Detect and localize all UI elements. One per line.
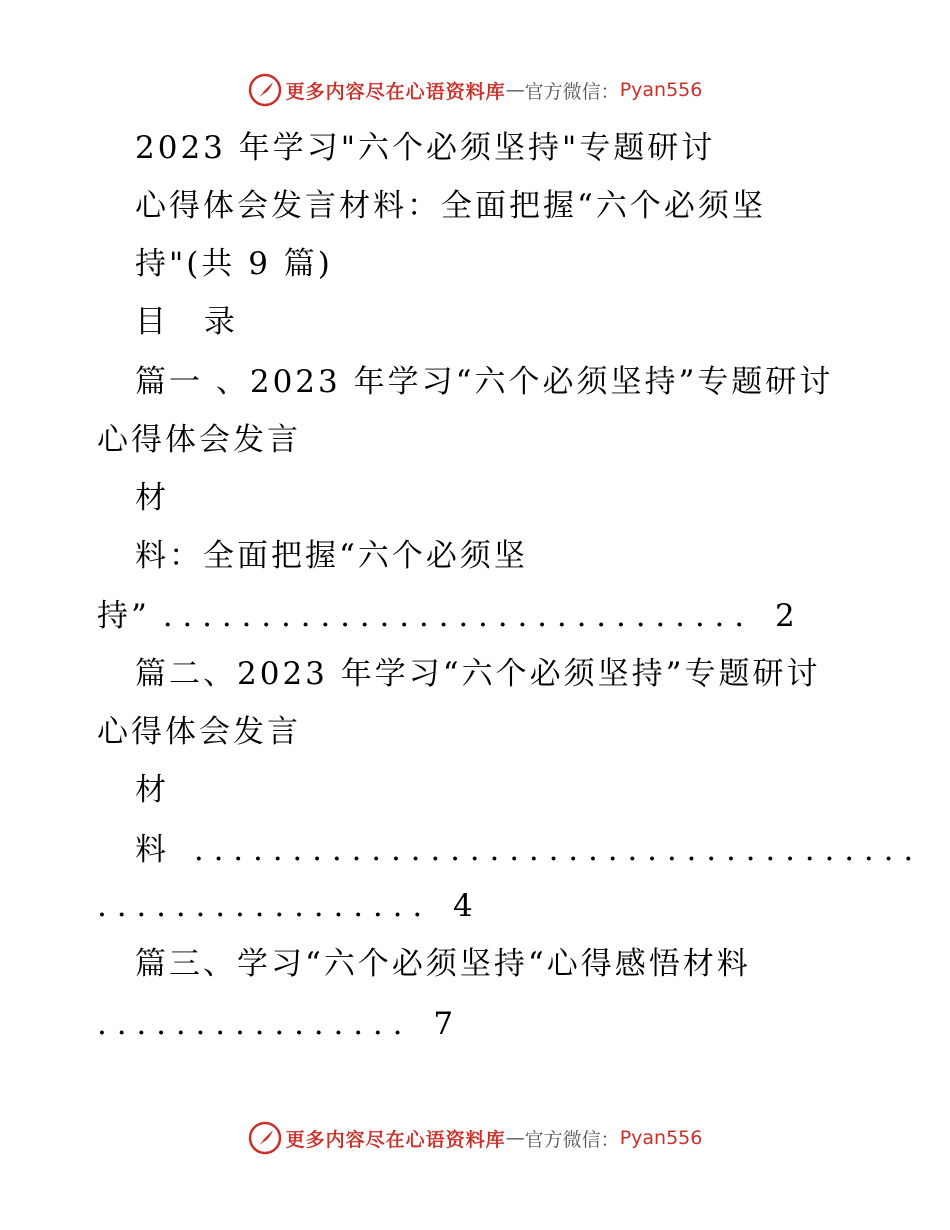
toc-entry-2-line-4 <box>135 830 913 870</box>
watermark-site-name: 更多内容尽在心语资料库 <box>285 80 506 103</box>
toc-heading: 目 录 <box>135 304 249 340</box>
toc-entry-1-line-4: 料：全面把握“六个必须坚 <box>135 538 528 574</box>
toc-entry-1-page-number: 2 <box>774 598 798 634</box>
toc-entry-1-line-1: 篇一 、2023 年学习“六个必须坚持”专题研讨 <box>135 364 834 400</box>
toc-entry-2-page-number: 4 <box>453 888 476 924</box>
feather-pen-logo-icon <box>248 1121 282 1155</box>
toc-entry-2-line-3: 材 <box>135 772 169 808</box>
watermark-wechat-label: 官方微信： <box>524 80 620 103</box>
toc-entry-3-line-1: 篇三、学习“六个必须坚持“心得感悟材料 <box>135 946 751 982</box>
document-title-line-2: 心得体会发言材料：全面把握“六个必须坚 <box>135 188 766 224</box>
watermark-header <box>0 70 950 110</box>
toc-entry-2-line-2: 心得体会发言 <box>97 714 301 750</box>
toc-entry-1-line-5 <box>97 596 798 636</box>
toc-entry-1-line-2: 心得体会发言 <box>97 422 301 458</box>
watermark-wechat-id: Pyan556 <box>619 1127 703 1149</box>
toc-entry-2-line-5 <box>97 886 476 926</box>
toc-entry-3-line-2 <box>97 1004 456 1044</box>
toc-entry-1-line-3: 材 <box>135 480 169 516</box>
toc-entry-2-leader-dots-cont: . . . . . . . . . . . . . . . . . <box>97 888 423 924</box>
watermark-site-name: 更多内容尽在心语资料库 <box>285 1128 506 1151</box>
watermark-dash: — <box>505 79 525 101</box>
watermark-footer <box>0 1118 950 1158</box>
document-title-line-3: 持"(共 9 篇) <box>135 246 333 282</box>
toc-entry-1-text: 持” <box>97 598 150 634</box>
toc-entry-2-leader-dots: . . . . . . . . . . . . . . . . . . . . . . . . . . . . . . . . . . . . . <box>193 832 914 868</box>
toc-entry-3-leader-dots: . . . . . . . . . . . . . . . . <box>97 1006 403 1042</box>
watermark-wechat-label: 官方微信： <box>524 1128 620 1151</box>
toc-entry-1-leader-dots: . . . . . . . . . . . . . . . . . . . . . . . . . . . . . . <box>162 598 745 634</box>
document-title-line-1: 2023 年学习"六个必须坚持"专题研讨 <box>135 130 716 166</box>
feather-pen-logo-icon <box>248 73 282 107</box>
toc-entry-2-line-1: 篇二、2023 年学习“六个必须坚持”专题研讨 <box>135 656 821 692</box>
toc-entry-2-text: 料 <box>135 832 169 868</box>
toc-entry-3-page-number: 7 <box>433 1006 457 1042</box>
watermark-wechat-id: Pyan556 <box>619 79 703 101</box>
watermark-dash: — <box>505 1127 525 1149</box>
